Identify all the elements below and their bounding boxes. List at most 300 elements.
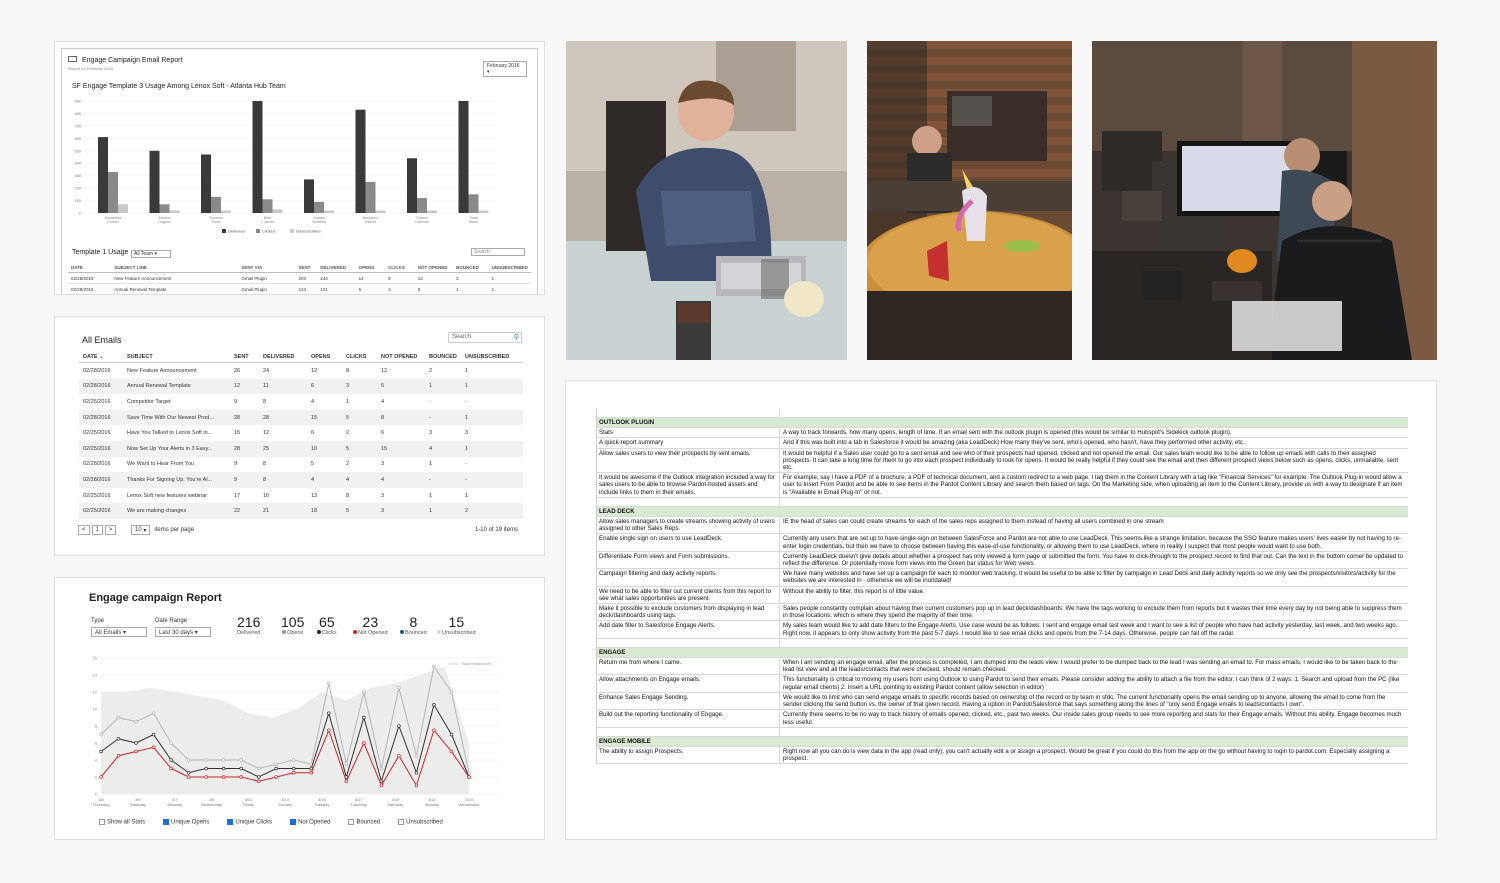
table-row[interactable] <box>79 503 523 519</box>
photo-team-monitors <box>1092 41 1437 360</box>
pagination <box>78 525 116 535</box>
checkbox-icon[interactable] <box>290 819 296 825</box>
table-cell: - <box>465 476 467 483</box>
sheet-cell: For example, say I have a PDF of a brochure, a PDF of technical document, and a custom redirect to a web page. I tag them in the Content Library with a tag like "Financial Services" for example. The Outlook Plug-in would allow a user to Insert From Pardot and be able to see items in the Pardot Content Library and search them based on tags. On the Marketing side, when uploading an item to the Content Library, provide us with a way to designate if an item is "Available in Email Plug-In" or not. <box>783 474 1403 496</box>
table-cell: Annual Renewal Template <box>127 383 191 390</box>
table-cell: New Feature Announcement <box>114 275 172 281</box>
data-point <box>152 733 155 736</box>
kpi-label: Not Opened <box>353 630 388 636</box>
table-cell: 6 <box>358 286 362 292</box>
table-row[interactable] <box>79 472 523 488</box>
data-point <box>222 776 225 779</box>
bar-unsubscribed <box>170 211 180 213</box>
data-point <box>345 780 348 783</box>
column-header: OPENS <box>358 264 375 270</box>
checkbox-icon[interactable] <box>348 819 354 825</box>
x-tick-label: Saturday <box>129 802 146 807</box>
bar-unsubscribed <box>221 211 231 213</box>
data-point <box>433 665 436 668</box>
sheet-section-header <box>597 737 1408 747</box>
table-row[interactable] <box>79 441 523 457</box>
data-point <box>327 729 330 732</box>
table-cell: Save Time With Our Newest Prod... <box>127 414 214 421</box>
data-point <box>450 750 453 753</box>
column-header: SUBJECT LINE <box>114 264 147 270</box>
column-header[interactable]: OPENS <box>311 353 331 360</box>
x-tick-label: 3/23 <box>465 797 473 802</box>
sheet-cell: Stats <box>597 428 780 437</box>
kpi-label: Clicks <box>317 630 337 636</box>
kpi-delivered <box>237 614 260 636</box>
column-header[interactable]: SUBJECT <box>127 353 153 360</box>
report-title: Engage Campaign Email Report <box>82 57 183 64</box>
table-row[interactable] <box>79 488 523 504</box>
data-point <box>450 733 453 736</box>
x-tick-label: Brad <box>263 216 272 220</box>
table-cell: 12 <box>381 367 388 374</box>
table-cell: 12 <box>311 367 318 374</box>
table-cell: 1 <box>429 508 433 515</box>
column-header[interactable]: CLICKS <box>346 353 367 360</box>
table-cell: 02/25/2016 <box>83 508 111 515</box>
table-cell: 26 <box>234 367 241 374</box>
table-cell: 1 <box>465 414 469 421</box>
y-tick-label: 16 <box>92 655 97 661</box>
data-point <box>292 771 295 774</box>
x-tick-label: 3/21 <box>428 797 437 802</box>
toggle-unique-clicks[interactable]: Unique Clicks <box>227 819 272 826</box>
column-header: NOT OPENED <box>417 264 448 270</box>
kpi-bounced <box>400 614 427 636</box>
x-tick-label: 3/7 <box>171 797 178 802</box>
table-header-row <box>79 351 523 363</box>
table-cell: - <box>429 414 431 421</box>
kpi-opens <box>281 614 304 636</box>
bar-delivered <box>98 137 108 213</box>
table-row[interactable] <box>68 273 531 284</box>
table-cell: 3 <box>381 492 385 499</box>
table-cell: Gmail Plugin <box>241 286 267 292</box>
column-header[interactable]: DELIVERED <box>263 353 295 360</box>
x-tick-label: 3/11 <box>244 797 252 802</box>
toggle-bounced[interactable]: Bounced <box>348 819 380 826</box>
table-cell: Annual Renewal Template <box>114 286 167 292</box>
y-tick-label: 2 <box>94 774 97 780</box>
data-point <box>415 771 418 774</box>
team-select[interactable]: All Team ▾ <box>131 250 171 258</box>
table-cell: 28 <box>234 414 241 421</box>
y-tick-label: 12 <box>92 689 97 695</box>
table-cell: We are making changes <box>127 508 187 515</box>
sheet-row <box>597 534 1408 551</box>
usage-bar-chart <box>70 95 540 235</box>
data-point <box>205 767 208 770</box>
table-cell: 2 <box>456 275 459 281</box>
sheet-cell: ENGAGE <box>599 648 626 656</box>
sheet-cell: Add date filter to Salesforce Engage Alerts. <box>597 621 780 637</box>
sheet-cell: It would be helpful if a Sales user could go to a sent email and see who of their prospects had opened, clicked and not opened the email. Our sales team would like to be able to follow up emails with calls to their assigned prospects. It can take a long time for them to go into each prospect individually to look for opens. It would be really helpful if they could see the email and then different prospect views below such as opens, clicks, unmailable, sent etc. <box>783 449 1399 472</box>
x-tick-label: Saturday <box>387 802 404 807</box>
page-number[interactable]: 1 <box>92 525 103 535</box>
next-page-button[interactable]: > <box>105 525 117 535</box>
sheet-cell <box>780 409 1408 417</box>
table-cell: 28 <box>234 445 241 452</box>
y-tick-label: 400 <box>74 161 81 166</box>
table-header-row <box>68 262 531 273</box>
table-cell: - <box>429 476 431 483</box>
sheet-cell: Campaign filtering and daily activity reports. <box>597 569 780 585</box>
sheet-row <box>597 473 1408 498</box>
emails-table <box>79 351 523 519</box>
y-tick-label: 100 <box>74 199 81 204</box>
data-point <box>415 784 418 787</box>
checkbox-icon[interactable] <box>163 819 169 825</box>
data-point <box>433 729 436 732</box>
table-cell: - <box>429 398 431 405</box>
month-select[interactable]: February 2016 ▾ <box>483 61 527 77</box>
table-row[interactable] <box>79 394 523 410</box>
sheet-cell <box>597 728 780 736</box>
sheet-row <box>597 658 1408 675</box>
data-point <box>170 759 173 762</box>
table-cell: 17 <box>234 492 241 499</box>
bar-delivered <box>253 101 263 213</box>
sheet-cell: Currently LeadDeck doesn't give details about whether a prospect has only viewed a form page or submitted the form. You have to click-through to the prospect record to find that out. Can the text in the bottom corner be updated to reflect the difference. Or potentially move form views into the Green bar status for Web views. <box>783 552 1404 568</box>
y-tick-label: 0 <box>78 211 81 216</box>
column-header[interactable]: SENT <box>234 353 249 360</box>
table-cell: 203 <box>298 275 307 281</box>
table-row[interactable] <box>79 363 523 379</box>
y-tick-label: 500 <box>74 149 81 154</box>
data-point <box>398 754 401 757</box>
table-cell: 1 <box>465 445 469 452</box>
sheet-row <box>597 438 1408 448</box>
feedback-sheet <box>596 409 1408 764</box>
data-point <box>257 780 260 783</box>
bar-clicked <box>108 172 118 213</box>
table-cell: 5 <box>346 508 350 515</box>
table-cell: 02/25/2016 <box>83 398 111 405</box>
table-cell: 5 <box>346 414 350 421</box>
data-point <box>398 686 401 689</box>
bar-delivered <box>356 110 366 213</box>
table-cell: 4 <box>381 398 385 405</box>
all-emails-title: All Emails <box>82 335 122 345</box>
legend-dot-icon <box>353 630 357 634</box>
search-input[interactable]: Search <box>471 248 525 256</box>
sheet-cell: We need to be able to filter out current clients from this report to see what sales opportunities are present. <box>597 587 780 603</box>
table-cell: 2 <box>346 430 350 437</box>
table-cell: 13 <box>311 492 318 499</box>
sheet-cell: IE the head of sales can could create streams for each of the sales reps assigned to them instead of having all users combined in one stream <box>783 518 1164 526</box>
column-header: BOUNCED <box>456 264 479 270</box>
sheet-row <box>597 517 1408 534</box>
table-cell: 8 <box>263 398 267 405</box>
table-cell: 1 <box>465 383 469 390</box>
sheet-cell <box>780 639 1408 647</box>
toggle-not-opened[interactable]: Not Opened <box>290 819 330 826</box>
legend-label: Unsubscribed <box>296 228 321 234</box>
table-cell: 4 <box>381 476 385 483</box>
sheet-cell: Currently any users that are set up to have single-sign on between SalesForce and Pardot are not able to use LeadDeck. This seems like a strange limitation, because the SSO feature makes users' lives easier by not having to re-enter login credentials, but then we have to choose between having this ease-of-use functionality, or allowing them to use LeadDeck, where in reality I suspect that most people would want to use both. <box>783 535 1401 550</box>
data-point <box>135 742 138 745</box>
search-input[interactable]: Search ⚲ <box>448 332 522 343</box>
kpi-clicks <box>317 614 337 636</box>
x-tick-label: Friday <box>242 802 254 807</box>
table-row[interactable] <box>79 457 523 473</box>
data-point <box>135 750 138 753</box>
data-point <box>398 725 401 728</box>
table-cell: 18 <box>311 508 318 515</box>
table-cell: 9 <box>234 476 238 483</box>
table-cell: 1 <box>465 492 469 499</box>
table-cell: 12 <box>234 383 241 390</box>
data-point <box>135 720 138 723</box>
table-row[interactable] <box>79 410 523 426</box>
sheet-row <box>597 621 1408 638</box>
legend-dot-icon <box>437 630 441 634</box>
data-point <box>380 784 383 787</box>
per-page-control <box>131 525 194 535</box>
data-point <box>170 767 173 770</box>
per-page-label: items per page <box>154 527 195 533</box>
x-tick-label: Benjamin <box>363 216 378 220</box>
column-header: SENT <box>298 264 311 270</box>
data-point <box>327 712 330 715</box>
engage-campaign-report-panel <box>54 577 545 840</box>
column-header[interactable]: NOT OPENED <box>381 353 418 360</box>
sheet-cell: My sales team would like to add date filters to the Engage Alerts. Use case would be as follows: I sent and engage email last week and I want to see a list of people who have had activity yesterday, last week, and two weeks ago. Right now, it appears to only show activity from the past 5-7 days. I would like to see email clicks and opens from the 7-14 days. Otherwise, people can fall off the radar. <box>783 622 1398 637</box>
items-count: 1-10 of 19 items <box>474 527 518 533</box>
data-point <box>205 759 208 762</box>
table-cell: 1 <box>429 461 433 468</box>
table-cell: 5 <box>346 445 350 452</box>
campaign-line-chart <box>89 654 509 816</box>
y-tick-label: 700 <box>74 124 81 129</box>
y-tick-label: 300 <box>74 174 81 179</box>
x-tick-label: 3/13 <box>281 797 289 802</box>
kpi-value: 15 <box>448 614 465 630</box>
sheet-cell: Currently there seems to be no way to track history of emails opened, clicked, etc., past two weeks. Our inside sales group needs to see more reporting and stats for their Engage emails. Without this ability, Engage becomes much less useful. <box>783 711 1402 726</box>
data-point <box>380 767 383 770</box>
data-point <box>240 776 243 779</box>
x-tick-label: Hughes <box>158 220 171 224</box>
column-header: UNSUBSCRIBED <box>491 264 528 270</box>
bar-clicked <box>263 199 273 213</box>
table-cell: - <box>465 398 467 405</box>
x-tick-label: 3/3 <box>98 797 104 802</box>
data-point <box>362 742 365 745</box>
kpi-value: 23 <box>362 614 379 630</box>
sheet-cell: Make it possible to exclude customers from displaying in lead deck/dashboards using tags. <box>597 604 780 620</box>
data-point <box>100 733 103 736</box>
table-cell: 15 <box>381 445 388 452</box>
table-row[interactable] <box>79 425 523 441</box>
x-tick-label: 3/19 <box>391 797 400 802</box>
data-point <box>100 750 103 753</box>
x-tick-label: Marcus <box>158 216 171 220</box>
table-cell: 121 <box>320 286 328 292</box>
sheet-cell: We would like to limit who can send engage emails to specific records based on ownership of the record or by team in sfdc. The current functionality opens the email sending up to anyone, allowing the email to come from the sender clicking the send button vs. the owner of that given record. Having a option in Pardot/Salesforce that says something along the lines of "only send Engage emails to leads/contacts I own". <box>783 693 1386 709</box>
bar-delivered <box>201 155 211 213</box>
checkbox-icon[interactable] <box>398 819 404 825</box>
table-row[interactable] <box>68 284 531 295</box>
x-tick-label: Yearfield <box>312 220 326 224</box>
kpi-value: 65 <box>319 614 335 630</box>
table-cell: 02/25/2016 <box>83 492 111 499</box>
sheet-cell <box>780 498 1408 506</box>
table-cell: 1 <box>491 286 495 292</box>
kpi-label: Opens <box>281 630 304 636</box>
toggle-show-all-stats[interactable]: Show all Stats <box>99 819 145 826</box>
sheet-cell: OUTLOOK PLUGIN <box>599 419 655 426</box>
x-tick-label: Samantha <box>104 216 122 220</box>
checkbox-icon[interactable] <box>227 819 233 825</box>
y-tick-label: 10 <box>92 706 97 712</box>
x-tick-label: Shanta <box>416 216 428 220</box>
table-cell: 02/28/2016 <box>71 275 94 281</box>
data-point <box>205 776 208 779</box>
table-cell: 3 <box>346 383 350 390</box>
data-point <box>100 776 103 779</box>
bar-clicked <box>160 204 170 213</box>
bar-unsubscribed <box>479 211 489 213</box>
sheet-cell <box>780 737 1408 746</box>
x-tick-label: Mercer <box>364 220 377 224</box>
data-point <box>362 716 365 719</box>
data-point <box>257 767 260 770</box>
data-point <box>345 763 348 766</box>
data-point <box>275 767 278 770</box>
column-header[interactable]: BOUNCED <box>429 353 457 360</box>
bar-delivered <box>407 158 417 213</box>
x-tick-label: Ruslana <box>209 216 223 220</box>
sheet-blank-row <box>597 728 1408 737</box>
table-cell: 4 <box>311 398 315 405</box>
data-point <box>152 746 155 749</box>
column-header: DATE <box>71 264 83 270</box>
y-tick-label: 200 <box>74 186 81 191</box>
x-tick-label: Thursday <box>350 802 367 807</box>
bar-clicked <box>469 194 479 213</box>
table-cell: 15 <box>311 414 318 421</box>
table-cell: 9 <box>234 398 238 405</box>
bar-clicked <box>417 198 427 213</box>
kpi-value: 105 <box>281 614 305 630</box>
table-cell: 5 <box>417 286 421 292</box>
table-cell: 21 <box>263 508 270 515</box>
column-header[interactable]: UNSUBSCRIBED <box>465 353 510 360</box>
data-point <box>222 767 225 770</box>
table-cell: New Feature Announcement <box>127 367 197 374</box>
table-cell: 4 <box>429 445 433 452</box>
data-point <box>275 776 278 779</box>
bar-clicked <box>366 182 376 213</box>
sheet-cell: ENGAGE MOBILE <box>599 737 651 745</box>
sheet-row <box>597 747 1408 764</box>
usage-label: Template 1 Usage <box>72 249 129 256</box>
chart-title: SF Engage Template 3 Usage Among Lenox Soft - Atlanta Hub Team <box>72 83 286 90</box>
data-point <box>152 712 155 715</box>
table-cell: 4 <box>311 476 315 483</box>
table-cell: 8 <box>388 275 391 281</box>
legend-label: Clicked <box>262 228 276 234</box>
data-point <box>187 776 190 779</box>
sheet-cell: Right now all you can do is view data in the app (read only), you can't actually edit a or assign a prospect. Would be great if you could do this from the app on the go without having to login to pardot.com. Especially assigning a prospect. <box>783 747 1390 763</box>
date-range-select[interactable]: Last 30 days ▾ <box>155 627 211 637</box>
sheet-cell: It would be awesome if the Outlook integration included a way for sales users to be able to browse Pardot-hosted assets and include links to them in their emails. <box>597 473 780 497</box>
sheet-blank-row <box>597 498 1408 507</box>
sheet-cell: The ability to assign Prospects. <box>597 747 780 763</box>
toggle-unique-opens[interactable]: Unique Opens <box>163 819 209 826</box>
table-cell: 3 <box>381 461 385 468</box>
column-header[interactable]: DATE ⌄ <box>83 353 104 360</box>
x-tick-label: Scott <box>469 216 478 220</box>
legend-swatch <box>290 229 294 233</box>
bar-clicked <box>314 202 324 213</box>
toggle-unsubscribed[interactable]: Unsubscribed <box>398 819 443 826</box>
sheet-row <box>597 604 1408 621</box>
table-cell: 8 <box>346 367 350 374</box>
x-tick-label: Wednesday <box>458 802 480 807</box>
x-tick-label: Coleman <box>414 220 430 224</box>
sheet-row <box>597 569 1408 586</box>
sheet-cell <box>780 648 1408 657</box>
bar-unsubscribed <box>118 204 128 213</box>
data-point <box>257 776 260 779</box>
photo-office-table <box>867 41 1072 360</box>
legend-dot-icon <box>282 630 286 634</box>
table-cell: - <box>465 461 467 468</box>
sheet-cell: Return me from where I came. <box>597 658 780 674</box>
date-range-label: Date Range <box>155 618 188 624</box>
table-cell: 9 <box>234 461 238 468</box>
bar-delivered <box>459 101 469 213</box>
table-cell: 02/28/2016 <box>83 476 111 483</box>
table-cell: 12 <box>263 430 270 437</box>
table-cell: 6 <box>311 430 315 437</box>
kpi-unsubscribed <box>437 614 476 636</box>
table-row[interactable] <box>79 379 523 395</box>
x-tick-label: 3/15 <box>317 797 326 802</box>
table-cell: 02/28/2016 <box>83 461 111 468</box>
data-point <box>450 691 453 694</box>
sheet-row <box>597 710 1408 727</box>
prev-page-button[interactable]: < <box>78 525 90 535</box>
table-cell: 11 <box>263 383 269 390</box>
table-cell: 02/28/2016 <box>83 367 111 374</box>
table-cell: 8 <box>263 476 267 483</box>
table-cell: 124 <box>298 286 307 292</box>
per-page-select[interactable]: 10 ▾ <box>131 525 150 535</box>
type-select[interactable]: All Emails ▾ <box>91 627 147 637</box>
table-cell: 5 <box>311 461 315 468</box>
table-cell: 1 <box>465 367 469 374</box>
table-cell: 1 <box>346 398 350 405</box>
y-tick-label: 4 <box>94 757 97 763</box>
search-icon[interactable]: ⚲ <box>513 334 519 341</box>
x-tick-label: I. James <box>260 220 275 224</box>
x-tick-label: Monday <box>425 802 440 807</box>
column-header: CLICKS <box>388 264 405 270</box>
table-cell: 244 <box>320 275 328 281</box>
checkbox-icon[interactable] <box>99 819 105 825</box>
bar-unsubscribed <box>427 211 437 213</box>
kpi-label: Unsubscribed <box>437 630 476 636</box>
report-subtitle: Report for February 2015 <box>68 66 113 71</box>
table-cell: 5 <box>381 383 385 390</box>
data-point <box>170 742 173 745</box>
